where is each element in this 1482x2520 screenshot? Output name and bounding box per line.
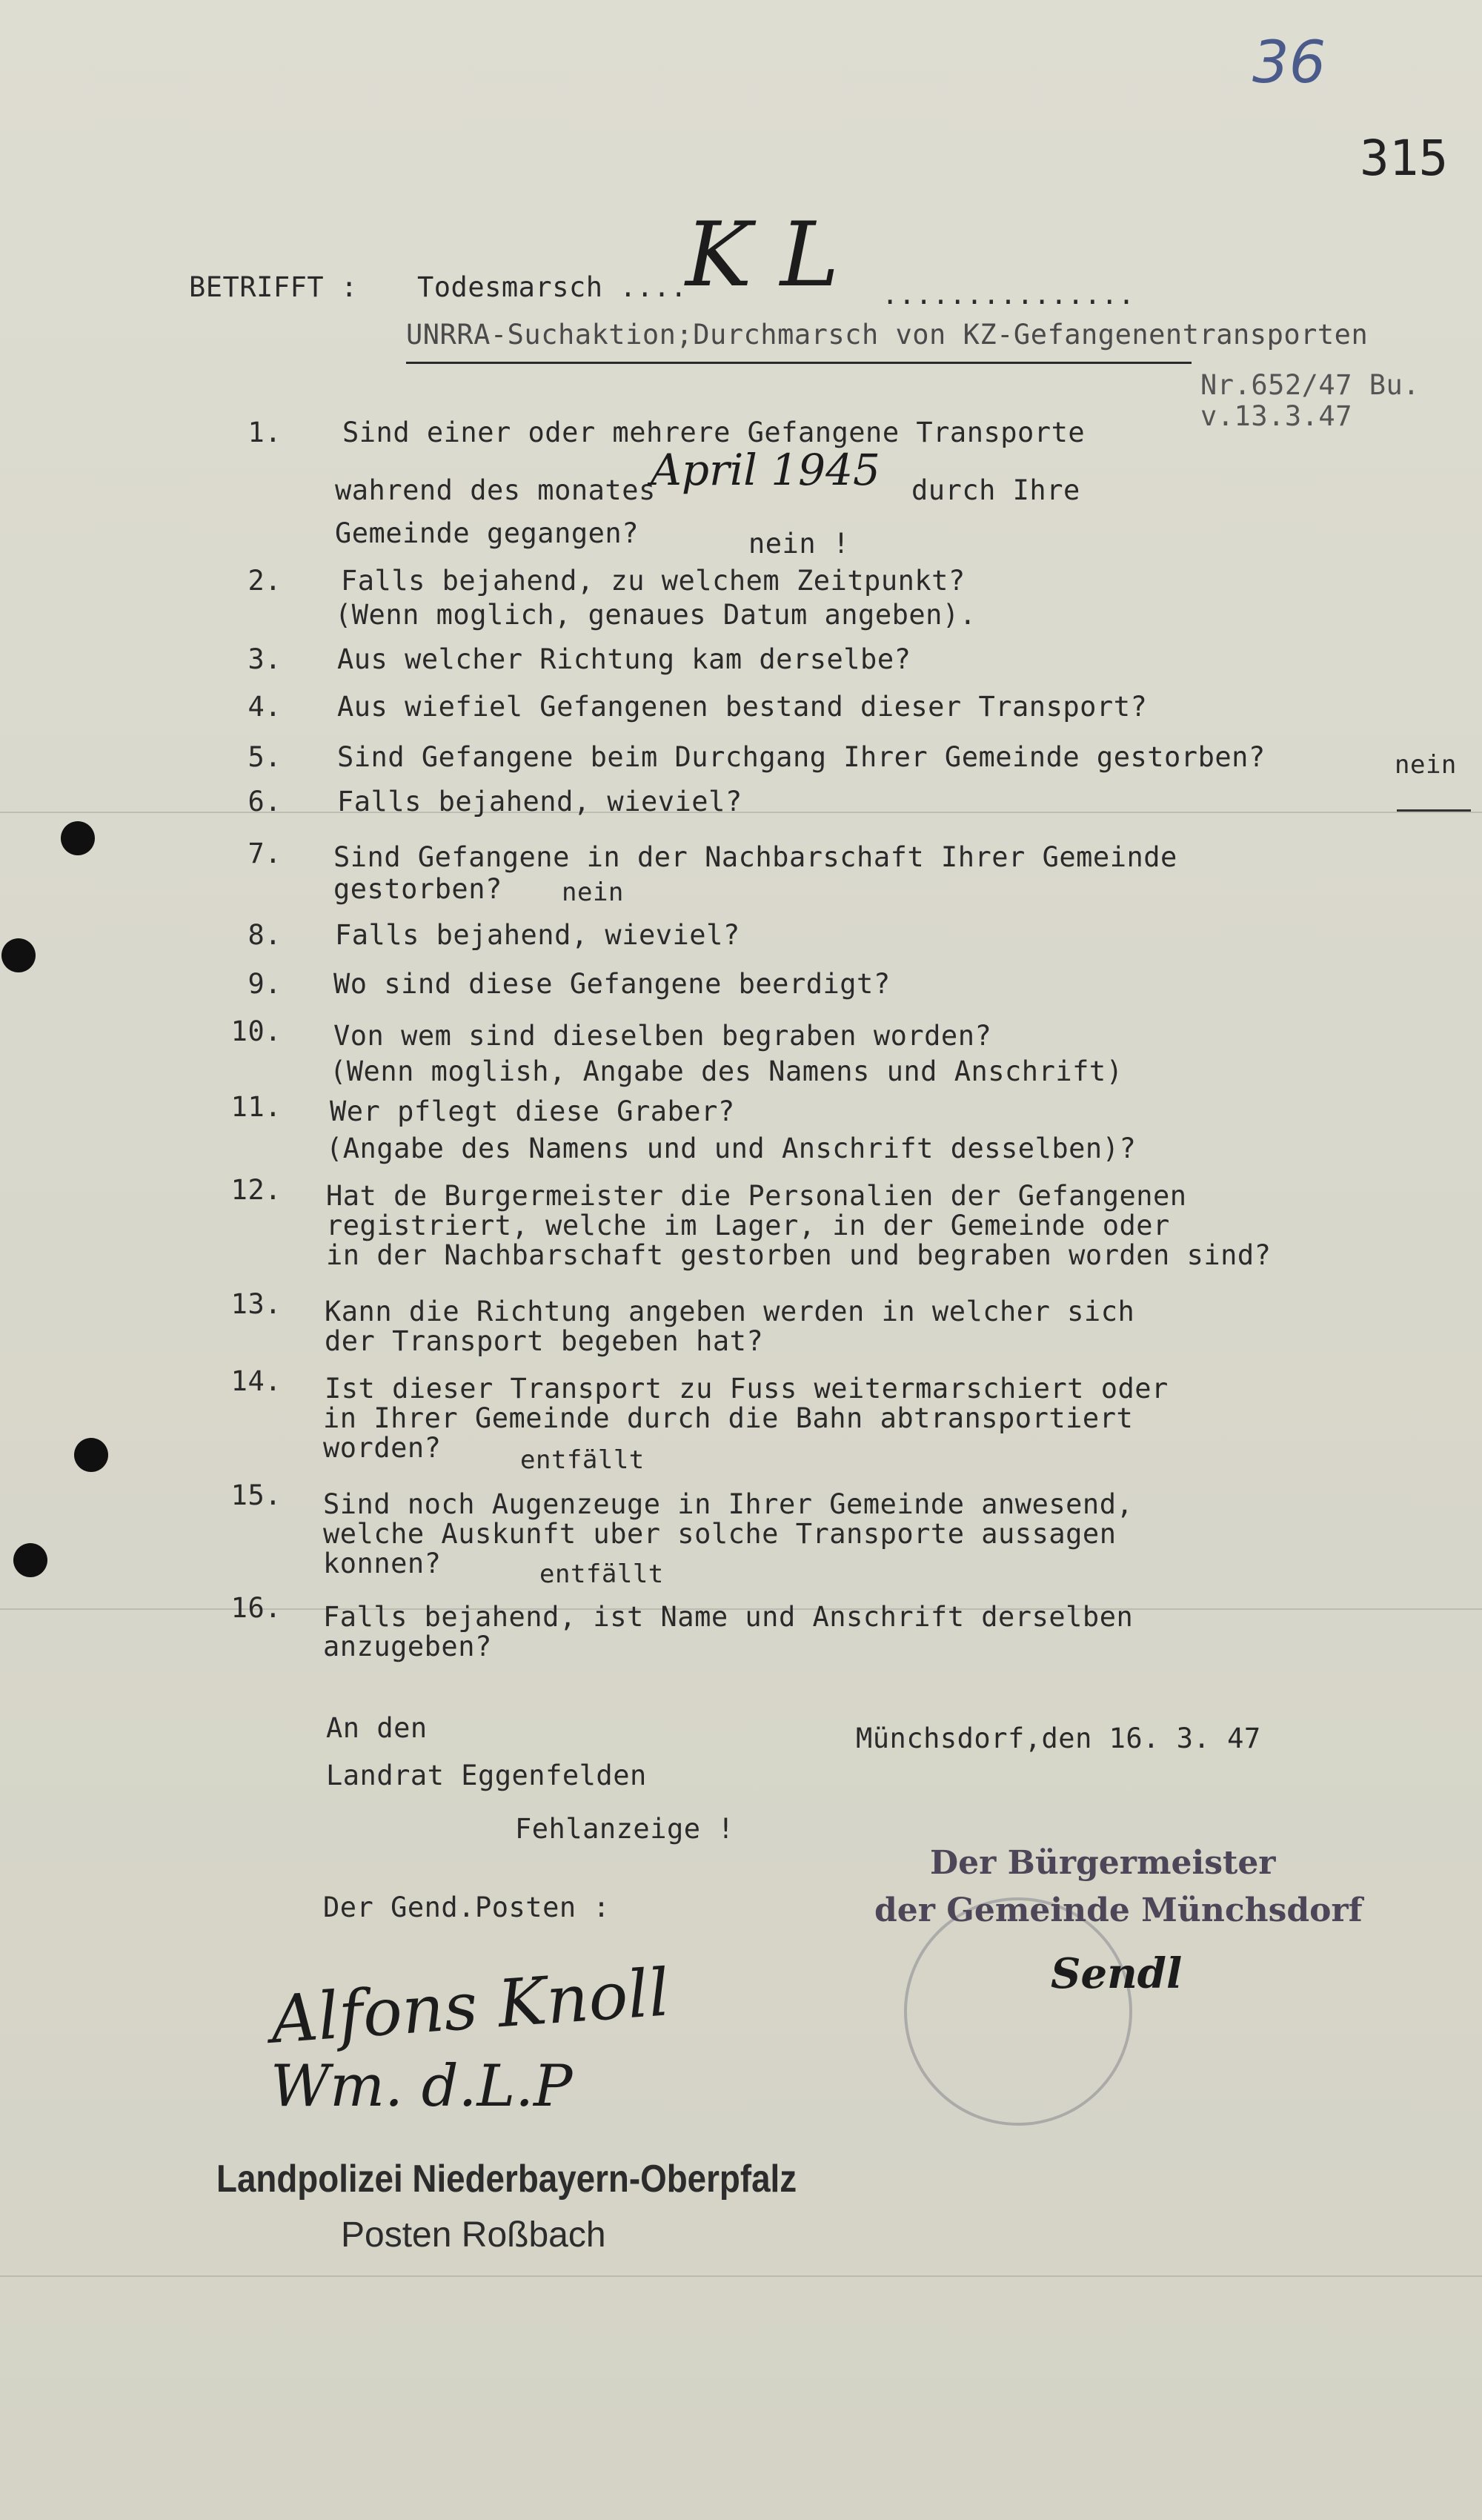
paper-fold-line xyxy=(0,2275,1482,2277)
address-line: Landrat Eggenfelden xyxy=(326,1760,647,1791)
question-text: (Wenn moglich, genaues Datum angeben). xyxy=(335,599,977,631)
round-seal xyxy=(904,1897,1132,2126)
answer-text: nein ! xyxy=(748,528,850,560)
police-stamp-line2: Posten Roßbach xyxy=(341,2215,606,2255)
question-number: 11. xyxy=(230,1091,282,1123)
page-number: 315 xyxy=(1360,130,1449,187)
reference-date: v.13.3.47 xyxy=(1200,400,1352,432)
answer-text: entfällt xyxy=(520,1445,645,1475)
question-text: registriert, welche im Lager, in der Gemeinde oder xyxy=(326,1210,1170,1241)
question-text: Falls bejahend, wieviel? xyxy=(335,919,740,951)
officer-signature: Alfons Knoll xyxy=(268,1954,672,2058)
punch-hole xyxy=(74,1438,108,1472)
question-text: Ist dieser Transport zu Fuss weitermarschiert oder xyxy=(325,1373,1169,1405)
question-number: 3. xyxy=(247,643,282,675)
question-number: 7. xyxy=(247,838,282,869)
question-text: Aus wiefiel Gefangenen bestand dieser Transport? xyxy=(337,691,1148,723)
subject-prefix: Todesmarsch .... xyxy=(417,271,688,303)
nil-report: Fehlanzeige ! xyxy=(515,1813,735,1845)
address-line: An den xyxy=(326,1712,428,1744)
question-number: 12. xyxy=(230,1174,282,1206)
question-number: 5. xyxy=(247,741,282,773)
answer-dash xyxy=(1397,809,1471,812)
subject-suffix: ............... xyxy=(882,279,1135,311)
question-text: konnen? xyxy=(323,1548,442,1579)
question-number: 10. xyxy=(230,1015,282,1047)
question-text: wahrend des monates xyxy=(335,474,656,506)
question-text: Falls bejahend, wieviel? xyxy=(337,786,742,818)
pencil-archive-number: 36 xyxy=(1252,30,1326,96)
question-text: Wer pflegt diese Graber? xyxy=(330,1095,735,1127)
punch-hole xyxy=(1,938,36,972)
question-text: gestorben? xyxy=(333,873,502,905)
question-text: Hat de Burgermeister die Personalien der Gefangenen xyxy=(326,1180,1187,1212)
question-number: 8. xyxy=(247,919,282,951)
question-text: der Transport begeben hat? xyxy=(325,1325,764,1357)
question-text: Sind Gefangene beim Durchgang Ihrer Gemeinde gestorben? xyxy=(337,741,1266,773)
mayor-stamp-title: Der Bürgermeister xyxy=(930,1844,1276,1882)
question-number: 16. xyxy=(230,1592,282,1624)
question-number: 14. xyxy=(230,1365,282,1397)
answer-text: nein xyxy=(562,878,624,907)
question-text: Falls bejahend, zu welchem Zeitpunkt? xyxy=(341,565,966,597)
question-number: 15. xyxy=(230,1479,282,1511)
mayor-signature: Sendl xyxy=(1051,1949,1183,1998)
question-text: Sind Gefangene in der Nachbarschaft Ihrer Gemeinde xyxy=(333,841,1177,873)
question-number: 1. xyxy=(247,417,282,448)
question-text: worden? xyxy=(323,1432,442,1464)
question-text: durch Ihre xyxy=(911,474,1080,506)
gend-posten-label: Der Gend.Posten : xyxy=(323,1891,611,1923)
question-text: Kann die Richtung angeben werden in welcher sich xyxy=(325,1296,1135,1327)
officer-rank: Wm. d.L.P xyxy=(270,2053,573,2120)
question-number: 6. xyxy=(247,786,282,818)
question-number: 13. xyxy=(230,1288,282,1320)
punch-hole xyxy=(13,1543,47,1577)
question-text: Wo sind diese Gefangene beerdigt? xyxy=(333,968,891,1000)
question-text: (Angabe des Namens und und Anschrift desselben)? xyxy=(326,1133,1137,1164)
question-text: (Wenn moglish, Angabe des Namens und Anschrift) xyxy=(330,1055,1123,1087)
answer-text: nein xyxy=(1395,750,1457,780)
question-text: Sind einer oder mehrere Gefangene Transporte xyxy=(342,417,1086,448)
subtitle-underline xyxy=(406,362,1192,364)
question-text: Gemeinde gegangen? xyxy=(335,517,639,549)
punch-hole xyxy=(61,821,95,855)
question-text: welche Auskunft uber solche Transporte aussagen xyxy=(323,1518,1117,1550)
place-and-date: Münchsdorf,den 16. 3. 47 xyxy=(856,1722,1261,1754)
question-text: in Ihrer Gemeinde durch die Bahn abtransportiert xyxy=(323,1402,1134,1434)
question-number: 4. xyxy=(247,691,282,723)
question-text: Von wem sind dieselben begraben worden? xyxy=(333,1020,992,1052)
mayor-stamp-municipality: der Gemeinde Münchsdorf xyxy=(874,1891,1363,1929)
subject-subtitle: UNRRA-Suchaktion;Durchmarsch von KZ-Gefangenentransporten xyxy=(406,319,1369,351)
police-stamp-line1: Landpolizei Niederbayern-Oberpfalz xyxy=(216,2158,797,2201)
answer-text: entfällt xyxy=(539,1559,664,1589)
question-text: Aus welcher Richtung kam derselbe? xyxy=(337,643,911,675)
question-text: anzugeben? xyxy=(323,1631,492,1662)
question-text: Falls bejahend, ist Name und Anschrift derselben xyxy=(323,1601,1134,1633)
handwritten-kl: K L xyxy=(685,204,840,307)
question-text: Sind noch Augenzeuge in Ihrer Gemeinde anwesend, xyxy=(323,1488,1134,1520)
handwritten-month: April 1945 xyxy=(651,445,880,495)
subject-label: BETRIFFT : xyxy=(189,271,358,303)
question-number: 9. xyxy=(247,968,282,1000)
question-text: in der Nachbarschaft gestorben und begraben worden sind? xyxy=(326,1239,1272,1271)
reference-number: Nr.652/47 Bu. xyxy=(1200,369,1420,401)
question-number: 2. xyxy=(247,565,282,597)
